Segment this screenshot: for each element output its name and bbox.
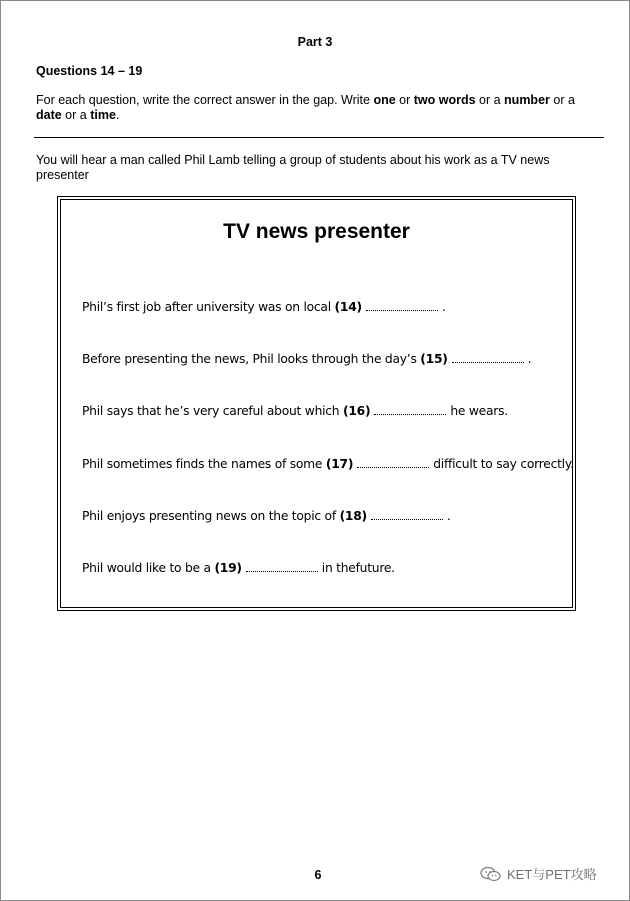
question-text: Phil’s first job after university was on local <box>82 300 335 314</box>
question-box-inner <box>60 199 573 608</box>
answer-gap-15[interactable] <box>452 352 524 363</box>
instructions-text: or a <box>549 93 575 107</box>
question-text-after: . <box>441 300 446 314</box>
question-number: (14) <box>334 300 362 314</box>
page-number: 6 <box>314 868 322 882</box>
question-number: (16) <box>343 404 371 418</box>
wechat-icon <box>480 865 502 883</box>
answer-gap-17[interactable] <box>357 457 429 468</box>
instructions-emphasis: one <box>373 93 396 107</box>
question-14 <box>82 300 446 314</box>
question-18 <box>82 509 451 523</box>
question-text-after: . <box>527 352 532 366</box>
question-text-after: in thefuture. <box>321 561 395 575</box>
question-text: Phil sometimes finds the names of some <box>82 457 326 471</box>
box-title: TV news presenter <box>223 220 410 243</box>
instructions-emphasis: two words <box>413 93 476 107</box>
answer-gap-14[interactable] <box>366 300 438 311</box>
instructions-text: or <box>395 93 414 107</box>
question-box <box>57 196 576 611</box>
questions-heading: Questions 14 – 19 <box>36 64 143 78</box>
question-number: (15) <box>420 352 448 366</box>
question-text-after: difficult to say correctly. <box>433 457 574 471</box>
instructions <box>36 93 596 123</box>
answer-gap-18[interactable] <box>371 509 443 520</box>
question-number: (18) <box>339 509 367 523</box>
question-text: Phil enjoys presenting news on the topic of <box>82 509 340 523</box>
instructions-text: . <box>115 108 120 122</box>
question-16 <box>82 404 508 418</box>
question-text: Before presenting the news, Phil looks through the day’s <box>82 352 421 366</box>
question-17 <box>82 457 574 471</box>
instructions-emphasis: date <box>36 108 62 122</box>
instructions-emphasis: time <box>90 108 116 122</box>
instructions-text: For each question, write the correct answer in the gap. Write <box>36 93 374 107</box>
watermark <box>480 864 597 883</box>
question-text-after: . <box>446 509 451 523</box>
part-title: Part 3 <box>297 35 333 49</box>
instructions-emphasis: number <box>504 93 550 107</box>
instructions-text: or a <box>61 108 91 122</box>
watermark-text: KET与PET攻略 <box>507 867 597 882</box>
question-text: Phil says that he’s very careful about which <box>82 404 343 418</box>
question-number: (17) <box>325 457 354 471</box>
question-number: (19) <box>214 561 242 575</box>
instructions-text: or a <box>475 93 505 107</box>
answer-gap-16[interactable] <box>374 404 446 415</box>
question-text: Phil would like to be a <box>82 561 215 575</box>
divider <box>34 137 604 138</box>
answer-gap-19[interactable] <box>246 561 318 572</box>
context-text: You will hear a man called Phil Lamb telling a group of students about his work as a TV news presenter <box>36 153 550 182</box>
question-19 <box>82 561 395 575</box>
question-15 <box>82 352 531 366</box>
question-text-after: he wears. <box>450 404 508 418</box>
